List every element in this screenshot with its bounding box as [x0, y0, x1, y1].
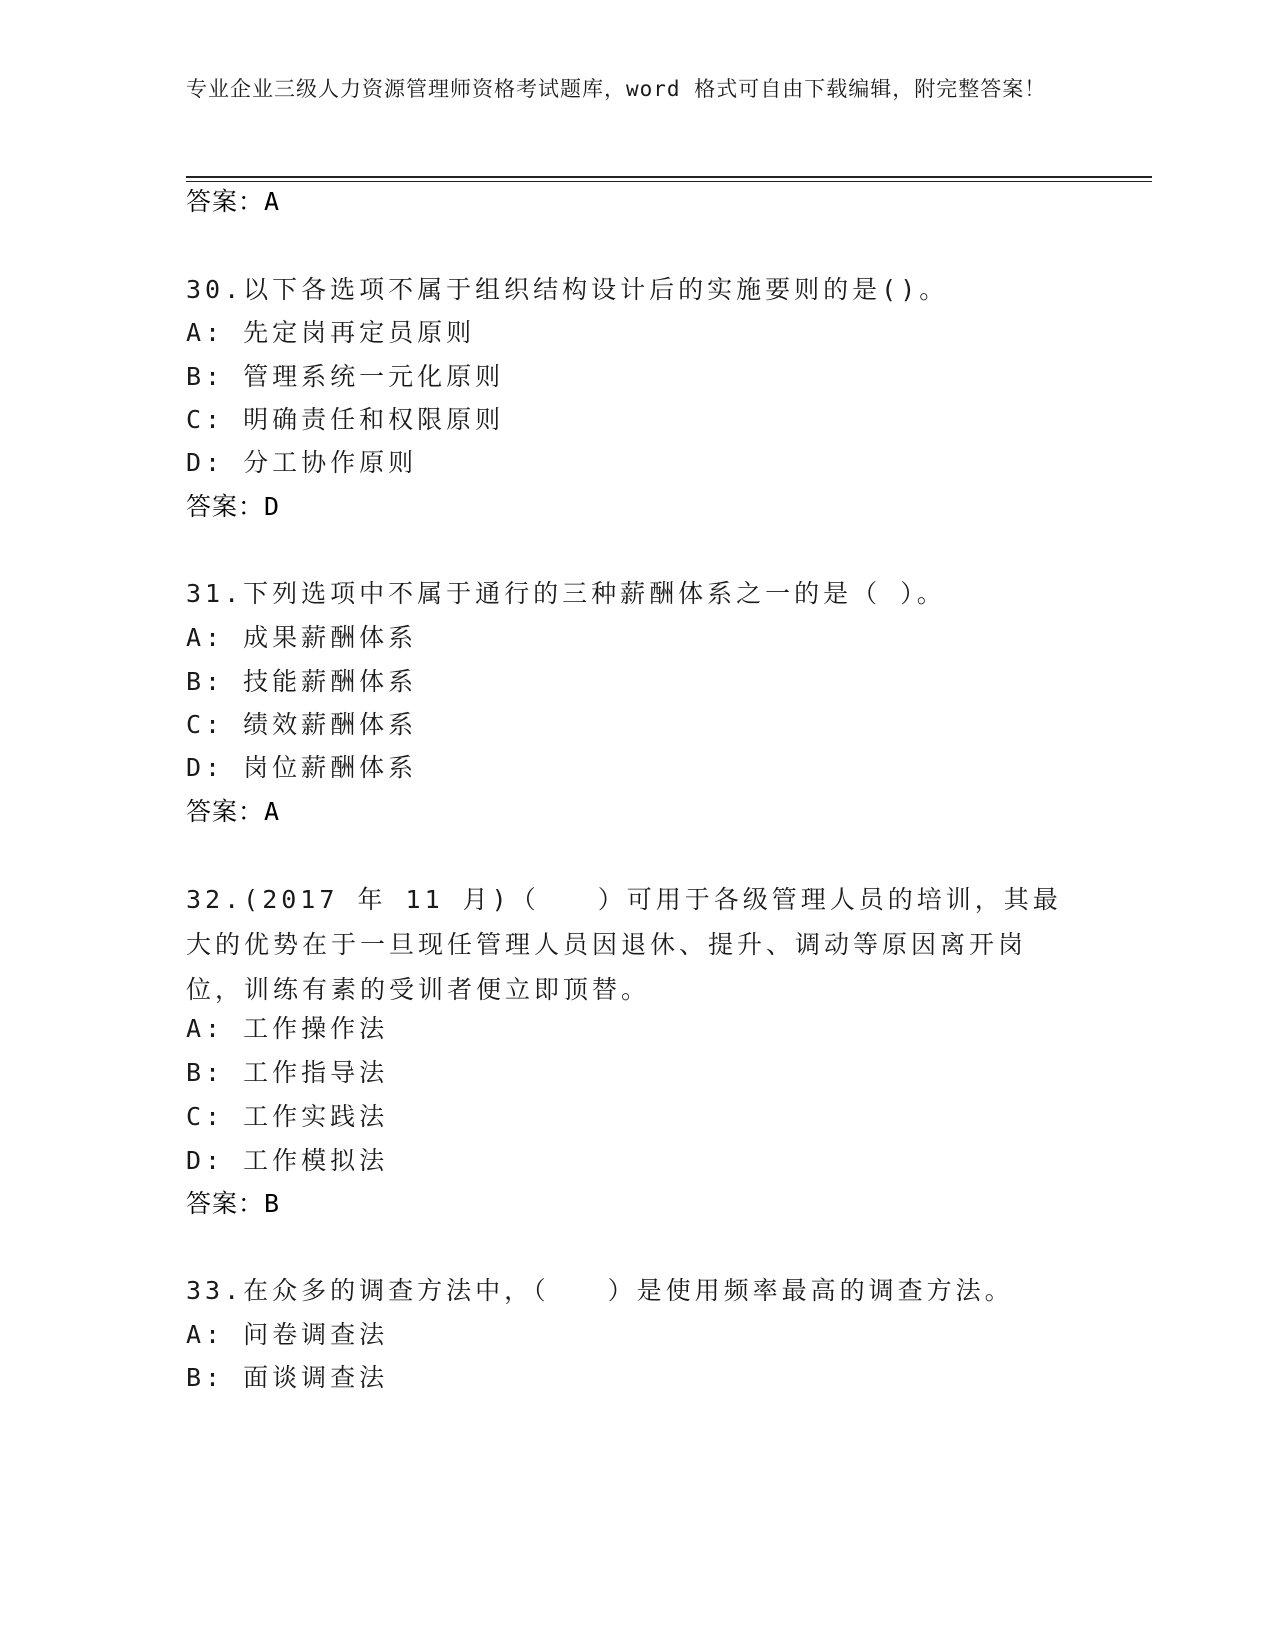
- answer-line: 答案：A: [186, 797, 281, 826]
- answer-line: 答案：D: [186, 492, 281, 521]
- question-text: 30.以下各选项不属于组织结构设计后的实施要则的是()。: [186, 275, 949, 304]
- document-header: 专业企业三级人力资源管理师资格考试题库，word 格式可自由下载编辑，附完整答案！: [186, 77, 1047, 101]
- answer-line: 答案：A: [186, 187, 281, 216]
- header-rule-thin: [186, 181, 1152, 182]
- option-b: B: 管理系统一元化原则: [186, 362, 505, 391]
- option-d: D: 岗位薪酬体系: [186, 753, 418, 782]
- option-a: A: 成果薪酬体系: [186, 623, 418, 652]
- option-d: D: 分工协作原则: [186, 448, 418, 477]
- option-b: B: 工作指导法: [186, 1058, 389, 1087]
- question-text: 31.下列选项中不属于通行的三种薪酬体系之一的是（ ）。: [186, 579, 946, 608]
- answer-line: 答案：B: [186, 1189, 281, 1218]
- option-a: A: 问卷调查法: [186, 1320, 389, 1349]
- option-c: C: 绩效薪酬体系: [186, 710, 418, 739]
- option-b: B: 技能薪酬体系: [186, 667, 418, 696]
- question-text: 33.在众多的调查方法中，（ ）是使用频率最高的调查方法。: [186, 1276, 1014, 1305]
- option-a: A: 先定岗再定员原则: [186, 318, 476, 347]
- option-b: B: 面谈调查法: [186, 1363, 389, 1392]
- question-text: 32.(2017 年 11 月)（ ）可用于各级管理人员的培训，其最大的优势在于一旦现任管理人员因退休、提升、调动等原因离开岗位，训练有素的受训者便立即顶替。: [186, 885, 1062, 1004]
- header-rule-thick: [186, 176, 1152, 178]
- option-c: C: 工作实践法: [186, 1102, 389, 1131]
- option-c: C: 明确责任和权限原则: [186, 405, 505, 434]
- option-d: D: 工作模拟法: [186, 1146, 389, 1175]
- option-a: A: 工作操作法: [186, 1014, 389, 1043]
